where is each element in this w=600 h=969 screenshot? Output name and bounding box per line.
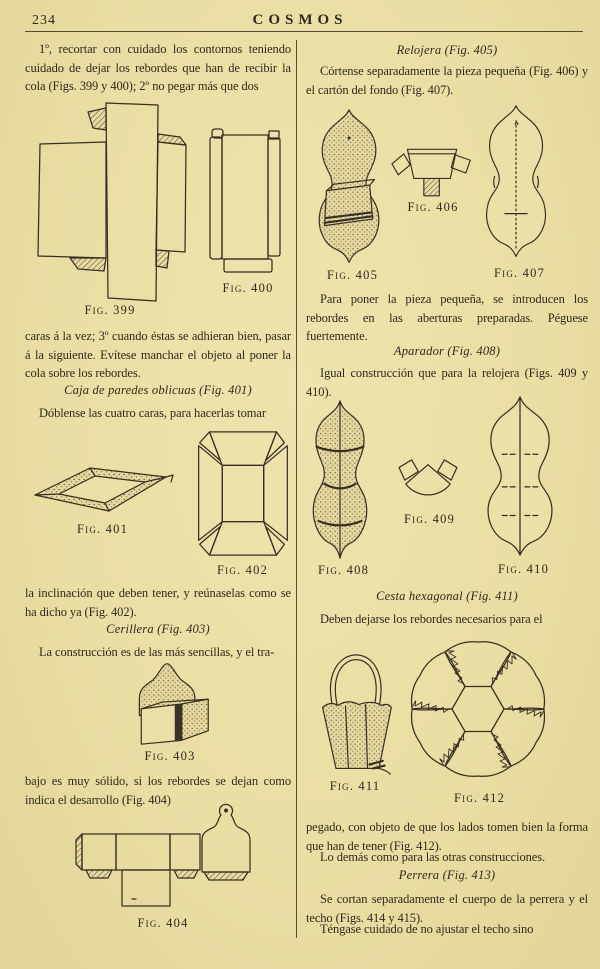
figure-403-caption: Fig. 403 — [144, 749, 196, 763]
figure-411-caption: Fig. 411 — [329, 779, 381, 793]
figure-410-caption: Fig. 410 — [497, 562, 550, 576]
figure-405-diagram — [312, 106, 387, 268]
header-rule — [25, 31, 583, 32]
figure-410-diagram — [482, 393, 558, 559]
figure-399-caption: Fig. 399 — [84, 303, 136, 317]
figure-411-diagram — [314, 652, 399, 778]
column-divider — [296, 40, 297, 938]
paragraph-doblense: Dóblense las cuatro caras, para hacerlas tomar — [39, 406, 266, 420]
figure-406-caption: Fig. 406 — [407, 200, 459, 214]
figure-408-caption: Fig. 408 — [317, 563, 370, 577]
paragraph-inclinacion: la inclinación que deben tener, y reúnaselas como se ha dicho ya (Fig. 402). — [25, 586, 291, 619]
paragraph-igual: Igual construcción que para la relojera (Figs. 409 y 410). — [306, 366, 588, 399]
page-number: 234 — [32, 13, 56, 28]
figure-399-diagram — [30, 100, 190, 305]
figure-409-caption: Fig. 409 — [403, 512, 456, 526]
paragraph-pegado: pegado, con objeto de que los lados tomen bien la forma que han de tener (Fig. 412). — [306, 820, 588, 853]
figure-407-diagram — [479, 102, 554, 262]
figure-409-diagram — [397, 455, 459, 511]
figure-407-caption: Fig. 407 — [493, 266, 546, 280]
paragraph-deben: Deben dejarse los rebordes necesarios para el — [320, 612, 543, 626]
figure-403-diagram — [122, 660, 217, 748]
paragraph-bajo: bajo es muy sólido, si los rebordes se dejan como indica el desarrollo (Fig. 404) — [25, 774, 291, 807]
heading-cerillera: Cerillera (Fig. 403) — [106, 622, 210, 636]
figure-402-diagram — [192, 426, 292, 562]
paragraph-secortan: Se cortan separadamente el cuerpo de la perrera y el techo (Figs. 414 y 415). — [306, 892, 588, 925]
heading-relojera: Relojera (Fig. 405) — [396, 43, 498, 57]
paragraph-poner: Para poner la pieza pequeña, se introducen los rebordes en las aberturas preparadas. Péguese fuertemente. — [306, 292, 588, 343]
figure-412-caption: Fig. 412 — [453, 791, 506, 805]
figure-400-caption: Fig. 400 — [222, 281, 274, 295]
figure-404-diagram — [76, 802, 261, 910]
paragraph-caras: caras á la vez; 3º cuando éstas se adhieran bien, pasar á la siguiente. Evítese manchar el objeto al poner la cola sobre los rebordes. — [25, 329, 291, 380]
figure-400-diagram — [205, 126, 285, 278]
figure-405-caption: Fig. 405 — [326, 268, 379, 282]
figure-412-diagram — [398, 630, 558, 788]
paragraph-cortense: Córtense separadamente la pieza pequeña (Fig. 406) y el cartón del fondo (Fig. 407). — [306, 64, 588, 97]
figure-408-diagram — [309, 398, 371, 562]
journal-title: COSMOS — [252, 12, 348, 28]
figure-402-caption: Fig. 402 — [216, 563, 269, 577]
paragraph-lodemas: Lo demás como para las otras construcciones. — [320, 850, 546, 864]
paragraph-tengase: Téngase cuidado de no ajustar el techo sino — [320, 922, 534, 936]
figure-404-caption: Fig. 404 — [137, 916, 189, 930]
heading-perrera: Perrera (Fig. 413) — [398, 868, 496, 882]
heading-cesta: Cesta hexagonal (Fig. 411) — [376, 589, 518, 603]
heading-caja: Caja de paredes oblicuas (Fig. 401) — [64, 383, 252, 397]
figure-406-diagram — [385, 142, 480, 204]
figure-401-caption: Fig. 401 — [76, 522, 129, 536]
paragraph-construccion: La construcción es de las más sencillas, y el tra- — [39, 645, 275, 659]
paragraph-intro: 1º, recortar con cuidado los contornos teniendo cuidado de dejar los rebordes que han de recibir la cola (Figs. 399 y 400); 2º no pegar más que dos — [25, 42, 291, 93]
heading-aparador: Aparador (Fig. 408) — [393, 344, 501, 358]
figure-401-diagram — [33, 463, 173, 523]
